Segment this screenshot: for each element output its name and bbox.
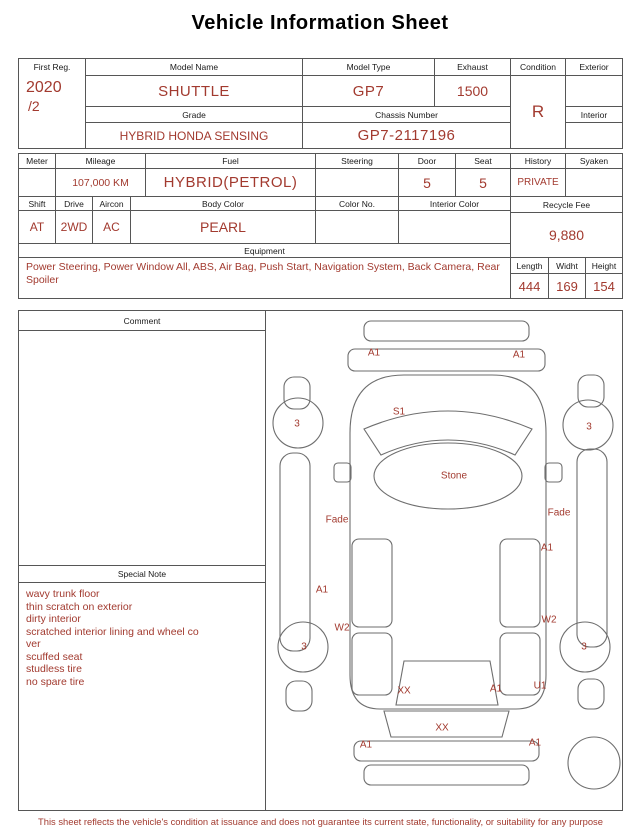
mileage-value: 107,000 KM	[55, 168, 146, 197]
interior-color-value	[398, 210, 511, 244]
color-no-label: Color No.	[315, 196, 399, 211]
windshield	[364, 411, 532, 455]
front-bumper-strip	[364, 321, 529, 341]
car-outline	[273, 321, 620, 789]
height-value: 154	[585, 273, 623, 299]
front-right-fender	[578, 375, 604, 407]
width-label: Widht	[548, 257, 586, 274]
damage-marker-3: 3	[586, 421, 592, 433]
interior-label: Interior	[565, 106, 623, 123]
meter-label: Meter	[18, 153, 56, 169]
door-label: Door	[398, 153, 456, 169]
damage-marker-fade: Fade	[547, 507, 571, 519]
damage-marker-3: 3	[301, 641, 307, 653]
damage-marker-w2: W2	[334, 622, 350, 634]
drive-label: Drive	[55, 196, 93, 211]
seat-label: Seat	[455, 153, 511, 169]
fuel-label: Fuel	[145, 153, 316, 169]
model-name-label: Model Name	[85, 58, 303, 76]
damage-marker-xx: XX	[397, 685, 411, 697]
model-name-value: SHUTTLE	[85, 75, 303, 107]
color-no-value	[315, 210, 399, 244]
left-front-door	[352, 539, 392, 627]
damage-marker-a1: A1	[315, 584, 329, 596]
damage-marker-w2: W2	[541, 614, 557, 626]
exterior-label: Exterior	[565, 58, 623, 76]
exterior-value	[565, 75, 623, 107]
meter-value	[18, 168, 56, 197]
damage-marker-u1: U1	[533, 680, 547, 692]
grade-label: Grade	[85, 106, 303, 123]
history-label: History	[510, 153, 566, 169]
rear-right-fender	[578, 679, 604, 709]
car-diagram	[264, 313, 622, 808]
damage-marker-3: 3	[581, 641, 587, 653]
special-note-line: wavy trunk floor	[26, 588, 100, 600]
page-title: Vehicle Information Sheet	[191, 12, 449, 34]
mileage-label: Mileage	[55, 153, 146, 169]
damage-marker-a1: A1	[359, 739, 373, 751]
rear-bumper	[354, 741, 539, 761]
front-left-fender	[284, 377, 310, 409]
equipment-label: Equipment	[18, 243, 511, 258]
damage-marker-a1: A1	[367, 347, 381, 359]
disclaimer-text: This sheet reflects the vehicle's condition at issuance and does not guarantee its current state, functionality, or suitability for any purpose	[38, 816, 603, 827]
damage-marker-s1: S1	[392, 406, 406, 418]
grade-value: HYBRID HONDA SENSING	[85, 122, 303, 149]
fuel-value: HYBRID(PETROL)	[145, 168, 316, 197]
interior-color-label: Interior Color	[398, 196, 511, 211]
first-reg-year: 2020	[26, 79, 62, 96]
height-label: Height	[585, 257, 623, 274]
syaken-label: Syaken	[565, 153, 623, 169]
rear-bumper-strip	[364, 765, 529, 785]
damage-marker-a1: A1	[540, 542, 554, 554]
right-mirror	[545, 463, 562, 482]
special-note-line: thin scratch on exterior	[26, 600, 133, 613]
rear-left-fender	[286, 681, 312, 711]
special-note-line: scratched interior lining and wheel co	[26, 625, 199, 638]
damage-marker-a1: A1	[489, 683, 503, 695]
recycle-fee-label: Recycle Fee	[510, 196, 623, 213]
special-notes-list	[19, 583, 265, 810]
shift-value: AT	[18, 210, 56, 244]
aircon-value: AC	[92, 210, 131, 244]
model-type-label: Model Type	[302, 58, 435, 76]
width-value: 169	[548, 273, 586, 299]
damage-marker-3: 3	[294, 418, 300, 430]
special-note-line: no spare tire	[26, 675, 85, 688]
rear-window	[396, 661, 498, 705]
exhaust-value: 1500	[434, 75, 511, 107]
special-note-label: Special Note	[18, 565, 266, 583]
special-note-line: dirty interior	[26, 613, 81, 625]
first-reg-label: First Reg.	[33, 62, 71, 72]
chassis-number-value: GP7-2117196	[302, 122, 511, 149]
first-reg-cell	[18, 58, 86, 149]
shift-label: Shift	[18, 196, 56, 211]
special-note-line: scuffed seat	[26, 650, 83, 663]
right-side-panel	[577, 449, 607, 647]
damage-marker-fade: Fade	[325, 514, 349, 526]
special-note-line: ver	[26, 638, 41, 650]
equipment-value: Power Steering, Power Window All, ABS, Air Bag, Push Start, Navigation System, Back Camera, Rear Spoiler	[18, 257, 511, 299]
drive-value: 2WD	[55, 210, 93, 244]
first-reg-month: /2	[28, 98, 40, 114]
damage-marker-xx: XX	[435, 722, 449, 734]
car-body	[350, 375, 546, 709]
model-type-value: GP7	[302, 75, 435, 107]
special-note-line: studless tire	[26, 663, 83, 675]
interior-value	[565, 122, 623, 149]
right-front-door	[500, 539, 540, 627]
damage-marker-a1: A1	[528, 737, 542, 749]
door-value: 5	[398, 168, 456, 197]
spare-tire	[568, 737, 620, 789]
steering-label: Steering	[315, 153, 399, 169]
left-rear-door	[352, 633, 392, 695]
length-label: Length	[510, 257, 549, 274]
condition-value: R	[510, 75, 566, 149]
history-value: PRIVATE	[510, 168, 566, 197]
steering-value	[315, 168, 399, 197]
exhaust-label: Exhaust	[434, 58, 511, 76]
comment-label: Comment	[18, 310, 266, 331]
recycle-fee-value: 9,880	[510, 212, 623, 258]
body-color-value: PEARL	[130, 210, 316, 244]
condition-label: Condition	[510, 58, 566, 76]
left-side-panel	[280, 453, 310, 651]
left-mirror	[334, 463, 351, 482]
syaken-value	[565, 168, 623, 197]
damage-marker-a1: A1	[512, 349, 526, 361]
chassis-number-label: Chassis Number	[302, 106, 511, 123]
body-color-label: Body Color	[130, 196, 316, 211]
seat-value: 5	[455, 168, 511, 197]
damage-marker-stone: Stone	[440, 470, 468, 482]
aircon-label: Aircon	[92, 196, 131, 211]
length-value: 444	[510, 273, 549, 299]
